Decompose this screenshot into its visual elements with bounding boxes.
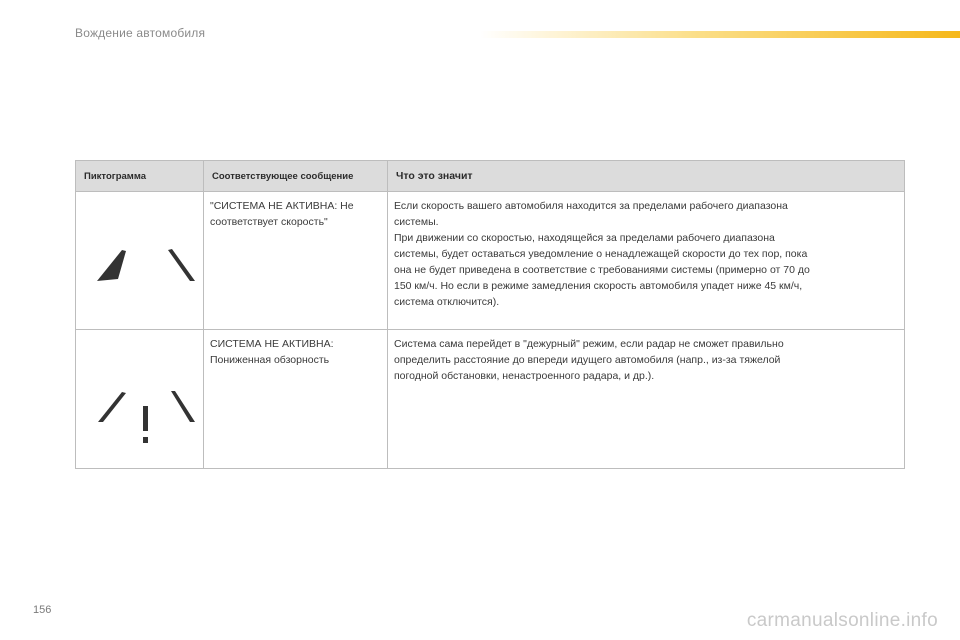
message-cell [204,330,388,469]
watermark: carmanualsonline.info [746,610,938,631]
sensor-warning-icon [82,336,210,462]
exclamation-icon [143,406,148,431]
message-line: СИСТЕМА НЕ АКТИВНА: [210,338,334,350]
meaning-line: Если скорость вашего автомобиля находится за пределами рабочего диапазона [394,200,788,212]
meaning-line: При движении со скоростью, находящейся за пределами рабочего диапазона [394,232,775,244]
table-header-row [76,161,905,192]
meaning-line: погодной обстановки, ненастроенного радара, и др.). [394,370,655,382]
pictogram-cell [76,330,204,469]
meaning-line: определить расстояние до впереди идущего автомобиля (напр., из-за тяжелой [394,354,781,366]
header-message: Соответствующее сообщение [204,161,388,192]
header-meaning: Что это значит [388,161,905,192]
info-table [75,160,905,469]
accent-bar [480,31,960,38]
meaning-cell [388,192,905,330]
page-number: 156 [33,604,52,616]
meaning-line: система отключится). [394,296,500,308]
message-line: соответствует скорость" [210,216,328,228]
message-line: Пониженная обзорность [210,354,330,366]
pictogram-cell [76,192,204,330]
sensor-inactive-icon [82,198,210,323]
meaning-line: системы, будет оставаться уведомление о ненадлежащей скорости до тех пор, пока [394,248,808,260]
section-title: Вождение автомобиля [75,26,206,40]
header-pictogram: Пиктограмма [76,161,204,192]
table-row [76,192,905,330]
meaning-cell [388,330,905,469]
meaning-line: она не будет приведена в соответствие с требованиями системы (примерно от 70 до [394,264,810,276]
meaning-line: системы. [394,216,439,228]
meaning-line: Система сама перейдет в "дежурный" режим, если радар не сможет правильно [394,338,784,350]
message-cell [204,192,388,330]
table-row [76,330,905,469]
message-line: "СИСТЕМА НЕ АКТИВНА: Не [210,200,354,212]
meaning-line: 150 км/ч. Но если в режиме замедления скорость автомобиля упадет ниже 45 км/ч, [394,280,803,292]
